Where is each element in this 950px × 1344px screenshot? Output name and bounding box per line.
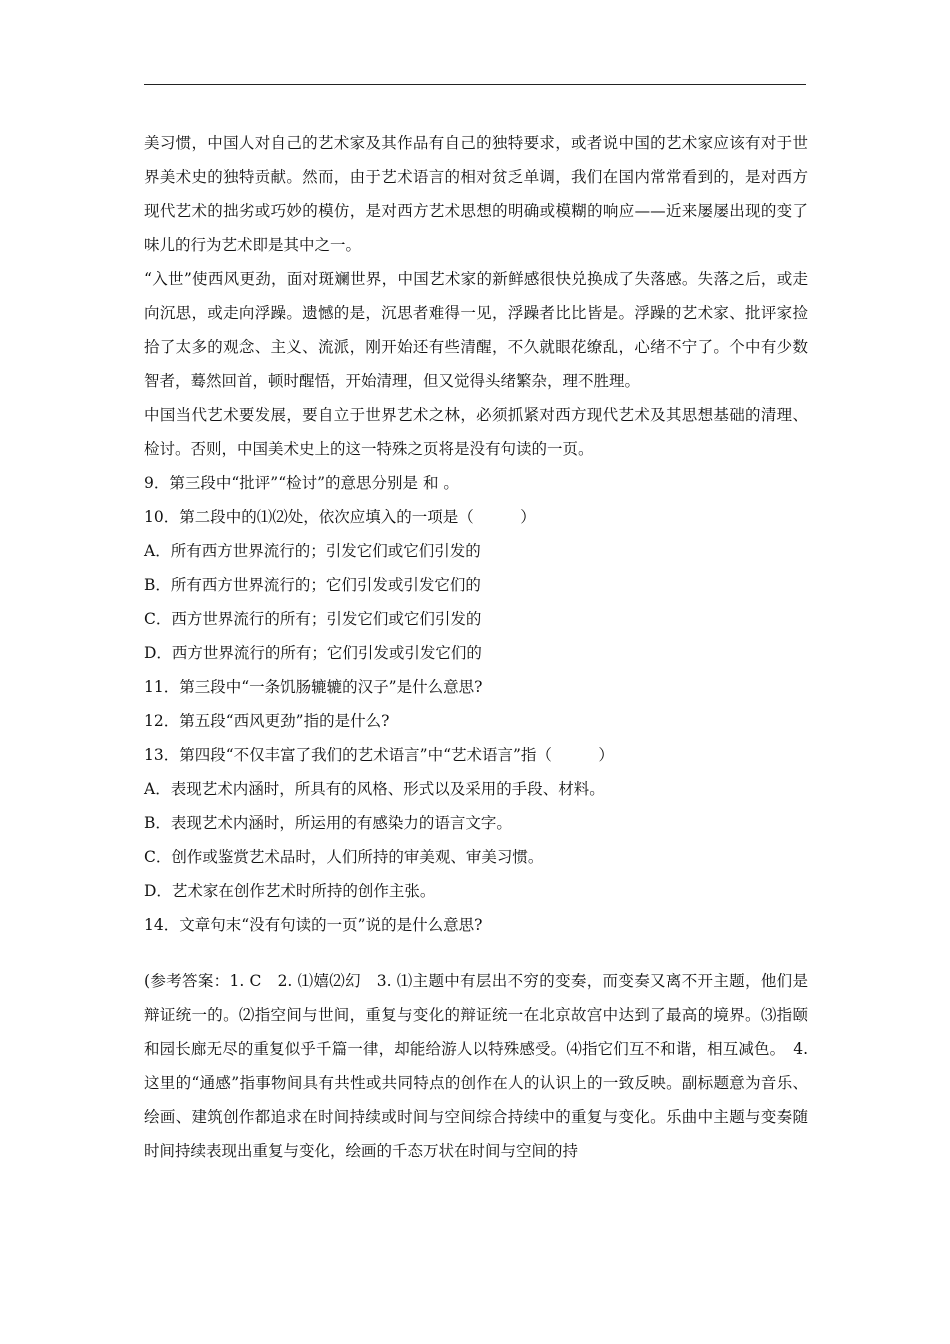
question-9: 9．第三段中“批评”“检讨”的意思分别是 和 。 [144, 474, 459, 492]
answer-key: (参考答案：1. C 2. ⑴嬉⑵幻 3. ⑴主题中有层出不穷的变奏，而变奏又离不开主题，他们是辩证统一的。⑵指空间与世间，重复与变化的辩证统一在北京故宫中达到了最高的境界。⑶指颐和园长廊无尽的重复似乎千篇一律，却能给游人以特殊感受。⑷指它们互不和谐，相互减色。 4. 这里的“通感”指事物间具有共性或共同特点的创作在人的认识上的一致反映。副标题意为音乐、绘画、建筑创作都追求在时间持续或时间与空间综合持续中的重复与变化。乐曲中主题与变奏随时间持续表现出重复与变化，绘画的千态万状在时间与空间的持 [144, 972, 808, 1160]
question-13-option-b: B．表现艺术内涵时，所运用的有感染力的语言文字。 [144, 814, 512, 832]
passage-paragraph-1: 美习惯，中国人对自己的艺术家及其作品有自己的独特要求，或者说中国的艺术家应该有对于世界美术史的独特贡献。然而，由于艺术语言的相对贫乏单调，我们在国内常常看到的，是对西方现代艺术的拙劣或巧妙的模仿，是对西方艺术思想的明确或模糊的响应——近来屡屡出现的变了味儿的行为艺术即是其中之一。 [144, 134, 808, 254]
question-14: 14．文章句末“没有句读的一页”说的是什么意思? [144, 916, 483, 934]
question-12: 12．第五段“西风更劲”指的是什么? [144, 712, 390, 730]
document-body [144, 126, 808, 1168]
passage-paragraph-2: “入世”使西风更劲，面对斑斓世界，中国艺术家的新鲜感很快兑换成了失落感。失落之后，或走向沉思，或走向浮躁。遗憾的是，沉思者难得一见，浮躁者比比皆是。浮躁的艺术家、批评家捡拾了太多的观念、主义、流派，刚开始还有些清醒，不久就眼花缭乱，心绪不宁了。个中有少数智者，蓦然回首，顿时醒悟，开始清理，但又觉得头绪繁杂，理不胜理。 [144, 270, 808, 390]
question-10-option-b: B．所有西方世界流行的；它们引发或引发它们的 [144, 576, 481, 594]
question-13-option-a: A．表现艺术内涵时，所具有的风格、形式以及采用的手段、材料。 [144, 780, 605, 798]
question-10-option-a: A．所有西方世界流行的；引发它们或它们引发的 [144, 542, 481, 560]
question-13-option-d: D．艺术家在创作艺术时所持的创作主张。 [144, 882, 436, 900]
passage-paragraph-3: 中国当代艺术要发展，要自立于世界艺术之林，必须抓紧对西方现代艺术及其思想基础的清理、检讨。否则，中国美术史上的这一特殊之页将是没有句读的一页。 [144, 406, 808, 458]
header-rule [144, 84, 806, 85]
spacer [144, 942, 808, 964]
question-11: 11．第三段中“一条饥肠辘辘的汉子”是什么意思? [144, 678, 483, 696]
question-10: 10．第二段中的⑴⑵处，依次应填入的一项是（ ） [144, 508, 536, 526]
question-10-option-c: C．西方世界流行的所有；引发它们或它们引发的 [144, 610, 482, 628]
question-13-option-c: C．创作或鉴赏艺术品时，人们所持的审美观、审美习惯。 [144, 848, 544, 866]
question-13: 13．第四段“不仅丰富了我们的艺术语言”中“艺术语言”指（ ） [144, 746, 614, 764]
question-10-option-d: D．西方世界流行的所有；它们引发或引发它们的 [144, 644, 482, 662]
